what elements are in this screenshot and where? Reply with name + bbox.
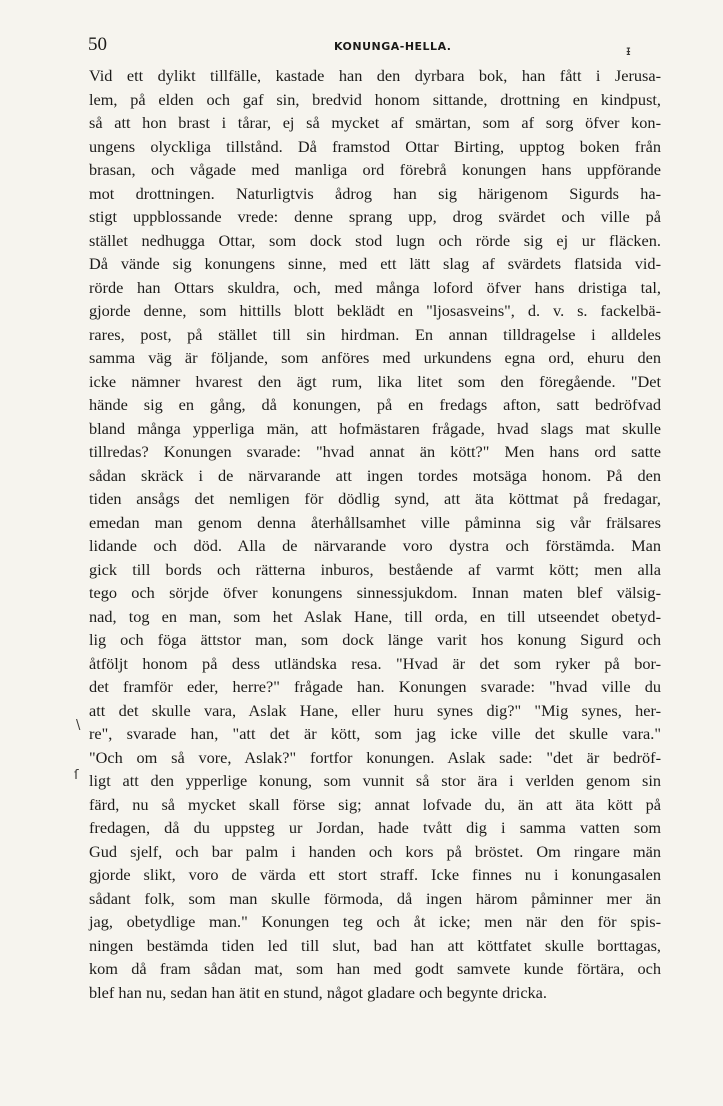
text-line: brasan, och vågade med manliga ord förebrå konungen hans uppförande bbox=[89, 160, 661, 179]
text-line: att det skulle vara, Aslak Hane, eller huru synes dig?" "Mig synes, her- bbox=[89, 700, 661, 720]
text-line: lig och föga ättstor man, som dock länge varit hos konung Sigurd och bbox=[89, 630, 661, 649]
margin-mark: \ bbox=[76, 718, 81, 733]
running-head: KONUNGA-HELLA. bbox=[334, 40, 452, 53]
text-line: lem, på elden och gaf sin, bredvid honom sittande, drottning en kindpust, bbox=[89, 89, 661, 109]
text-line: Då vände sig konungens sinne, med ett lätt slag af svärdets flatsida vid- bbox=[89, 254, 661, 273]
text-line: gjorde slikt, voro de värda ett stort straff. Icke finnes nu i konungasalen bbox=[89, 865, 661, 884]
text-line: det framför eder, herre?" frågade han. Konungen svarade: "hvad ville du bbox=[89, 677, 661, 696]
text-line: nad, tog en man, som het Aslak Hane, till orda, en till utseendet obetyd- bbox=[89, 606, 661, 626]
text-line: stället nedhugga Ottar, som dock stod lugn och rörde sig ej ur fläcken. bbox=[89, 230, 661, 250]
text-line: mot drottningen. Naturligtvis ådrog han sig härigenom Sigurds ha- bbox=[89, 183, 661, 203]
text-line: Vid ett dylikt tillfälle, kastade han den dyrbara bok, han fått i Jerusa- bbox=[89, 66, 661, 85]
text-line: Gud sjelf, och bar palm i handen och kors på bröstet. Om ringare män bbox=[89, 841, 661, 861]
text-line: åtföljt honom på dess utländska resa. "Hvad är det som ryker på bor- bbox=[89, 653, 661, 673]
text-line: så att hon brast i tårar, ej så mycket af smärtan, som af sorg öfver kon- bbox=[89, 113, 661, 132]
text-line: lidande och död. Alla de närvarande voro dystra och förstämda. Man bbox=[89, 536, 661, 555]
text-line: rörde han Ottars skuldra, och, med många loford öfver hans dristiga tal, bbox=[89, 277, 661, 297]
text-line: icke nämner hvarest den ägt rum, lika litet som den föregående. "Det bbox=[89, 371, 661, 391]
text-line: sådan skräck i de närvarande att ingen tordes motsäga honom. På den bbox=[89, 465, 661, 485]
text-line: "Och om så vore, Aslak?" fortfor konungen. Aslak sade: "det är bedröf- bbox=[89, 747, 661, 767]
text-line: jag, obetydlige man." Konungen teg och åt icke; men när den för spis- bbox=[89, 912, 661, 931]
text-line: emedan man genom denna återhållsamhet ville påminna sig vår frälsares bbox=[89, 512, 661, 532]
text-line: kom då fram sådan mat, som han med godt samvete kunde förtära, och bbox=[89, 959, 661, 978]
text-line: rares, post, på stället till sin hirdman. En annan tilldragelse i alldeles bbox=[89, 324, 661, 344]
page-header bbox=[88, 34, 648, 60]
text-line: stigt uppblossande vrede: denne sprang upp, drog svärdet och ville på bbox=[89, 207, 661, 226]
text-line: blef han nu, sedan han ätit en stund, något gladare och begynte dricka. bbox=[89, 982, 547, 1002]
text-line: gjorde denne, som hittills blott beklädt en "ljosasveins", d. v. s. fackelbä- bbox=[89, 301, 661, 320]
text-line: ungens olyckliga tillstånd. Då framstod Ottar Birting, upptog boken från bbox=[89, 136, 661, 156]
text-line: tiden ansågs det nemligen för dödlig synd, att äta köttmat på fredagar, bbox=[89, 489, 661, 508]
text-line: bland många ypperliga män, att hofmästaren frågade, hvad slags mat skulle bbox=[89, 418, 661, 438]
text-line: tillredas? Konungen svarade: "hvad annat än kött?" Men hans ord satte bbox=[89, 442, 661, 461]
header-mark: ᵻ bbox=[626, 44, 631, 59]
text-line: fredagen, då du uppsteg ur Jordan, hade tvått dig i samma vatten som bbox=[89, 818, 661, 837]
text-line: färd, nu så mycket skall förse sig; annat lofvade du, än att äta kött på bbox=[89, 794, 661, 814]
text-line: sådant folk, som man skulle förmoda, då ingen härom påminner mer än bbox=[89, 888, 661, 908]
text-line: ligt att den ypperlige konung, som vunnit så stor ära i verlden genom sin bbox=[89, 771, 661, 790]
body-text bbox=[89, 64, 661, 1004]
text-line: samma väg är följande, som anföres med urkundens egna ord, ehuru den bbox=[89, 348, 661, 367]
text-line: tego och sörjde öfver konungens sinnessjukdom. Innan maten blef välsig- bbox=[89, 583, 661, 602]
page-number: 50 bbox=[88, 34, 107, 55]
text-line: hände sig en gång, då konungen, på en fredags afton, satt bedröfvad bbox=[89, 395, 661, 414]
text-line: ningen bestämda tiden led till slut, bad han att köttfatet skulle borttagas, bbox=[89, 935, 661, 955]
text-line: gick till bords och rätterna inburos, bestående af varmt kött; men alla bbox=[89, 559, 661, 579]
text-line: re", svarade han, "att det är kött, som jag icke ville det skulle vara." bbox=[89, 724, 661, 743]
margin-mark: ſ bbox=[74, 768, 79, 783]
